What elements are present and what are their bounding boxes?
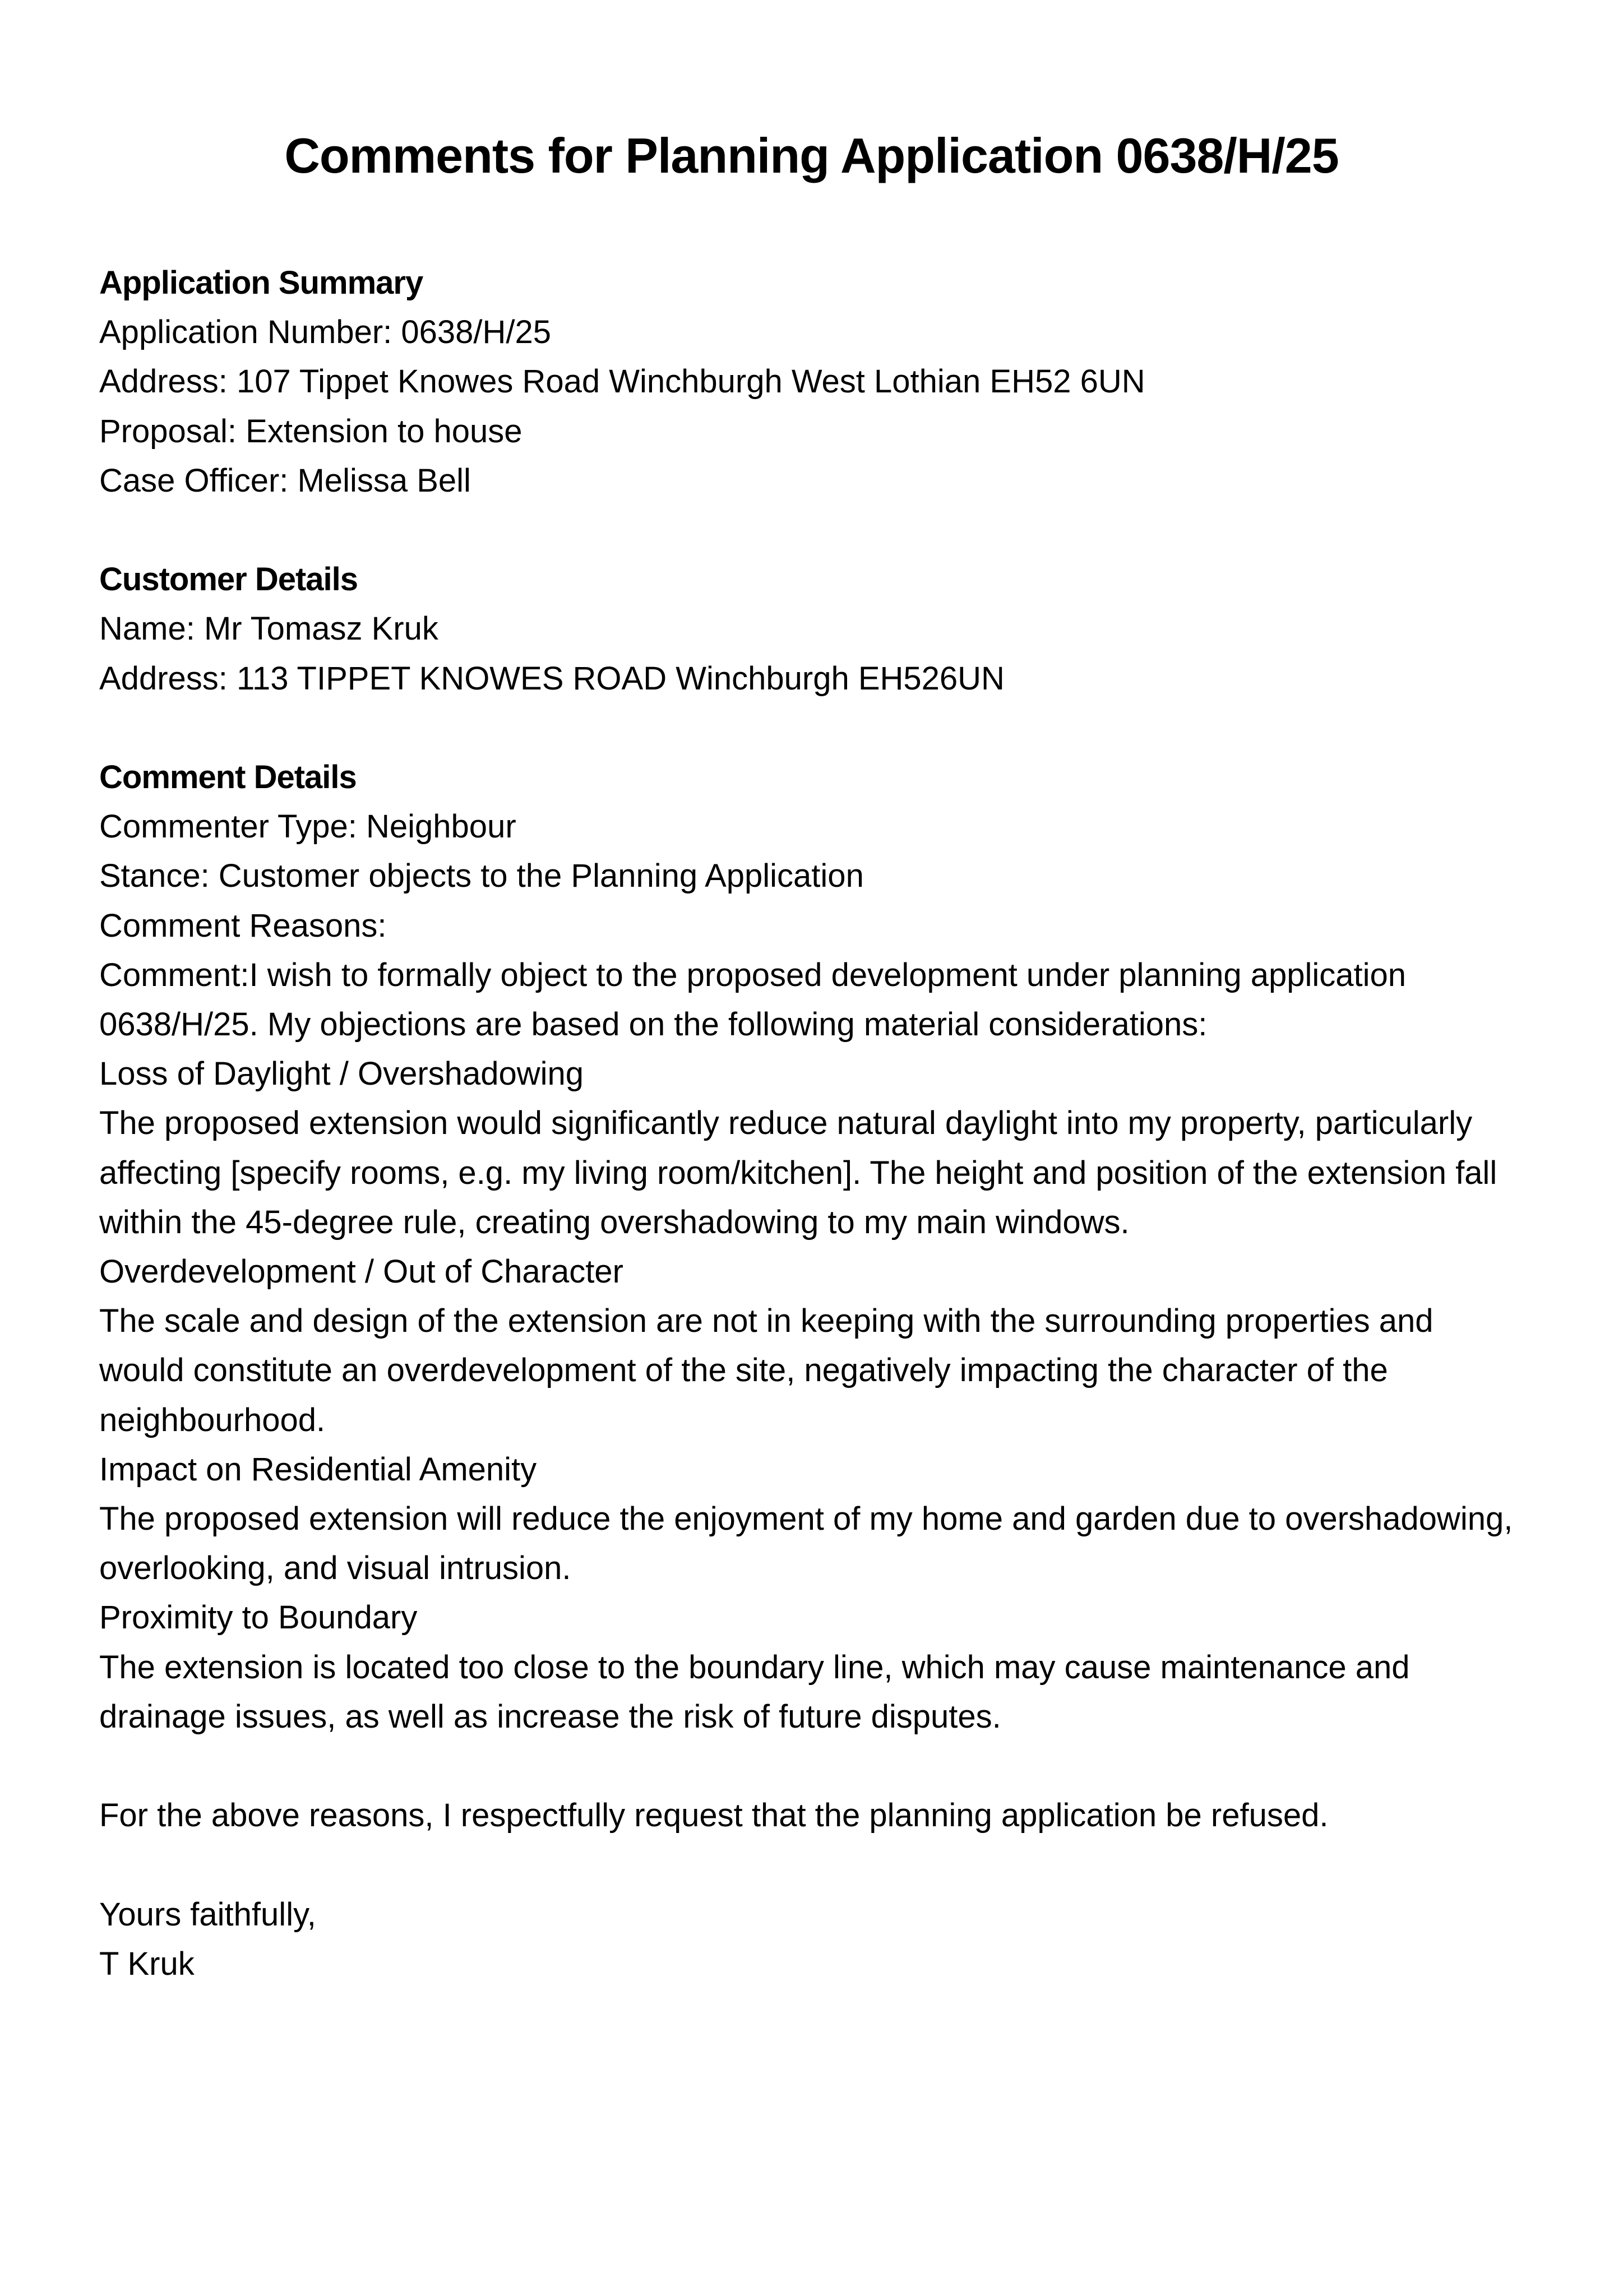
comment-text-line: The proposed extension would significantly reduce natural daylight into my property, particularly bbox=[99, 1105, 1473, 1142]
application-summary-heading: Application Summary bbox=[99, 265, 423, 301]
case-officer: Case Officer: Melissa Bell bbox=[99, 462, 471, 499]
application-proposal: Proposal: Extension to house bbox=[99, 413, 522, 450]
customer-name: Name: Mr Tomasz Kruk bbox=[99, 610, 438, 647]
objection-heading-amenity: Impact on Residential Amenity bbox=[99, 1451, 537, 1488]
closing-request: For the above reasons, I respectfully request that the planning application be refused. bbox=[99, 1797, 1329, 1834]
comment-text-line: would constitute an overdevelopment of the site, negatively impacting the character of the bbox=[99, 1352, 1388, 1389]
objection-heading-boundary: Proximity to Boundary bbox=[99, 1599, 418, 1636]
comment-text-line: Comment:I wish to formally object to the proposed development under planning application bbox=[99, 956, 1407, 993]
comment-text-line: The scale and design of the extension are not in keeping with the surrounding properties and bbox=[99, 1303, 1434, 1340]
spacer bbox=[99, 1742, 1534, 1791]
comment-text-line: drainage issues, as well as increase the risk of future disputes. bbox=[99, 1698, 1001, 1735]
customer-details-heading: Customer Details bbox=[99, 561, 358, 598]
comment-text-line: The extension is located too close to the boundary line, which may cause maintenance and bbox=[99, 1649, 1410, 1686]
comment-text-line: neighbourhood. bbox=[99, 1401, 326, 1438]
signature: T Kruk bbox=[99, 1945, 195, 1982]
customer-address: Address: 113 TIPPET KNOWES ROAD Winchburgh EH526UN bbox=[99, 660, 1005, 697]
document-body bbox=[99, 258, 1534, 1989]
application-address: Address: 107 Tippet Knowes Road Winchburgh West Lothian EH52 6UN bbox=[99, 363, 1145, 400]
application-summary-section bbox=[99, 258, 1534, 506]
spacer bbox=[99, 506, 1534, 555]
objection-heading-daylight: Loss of Daylight / Overshadowing bbox=[99, 1056, 584, 1093]
spacer bbox=[99, 1840, 1534, 1890]
customer-details-section bbox=[99, 555, 1534, 703]
comment-text-line: affecting [specify rooms, e.g. my living room/kitchen]. The height and position of the extension fall bbox=[99, 1154, 1497, 1191]
comment-text-line: 0638/H/25. My objections are based on the following material considerations: bbox=[99, 1006, 1208, 1043]
spacer bbox=[99, 703, 1534, 753]
stance: Stance: Customer objects to the Planning Application bbox=[99, 858, 864, 895]
comment-reasons: Comment Reasons: bbox=[99, 907, 387, 944]
comment-text-line: overlooking, and visual intrusion. bbox=[99, 1550, 571, 1587]
page-title: Comments for Planning Application 0638/H/25 bbox=[284, 128, 1339, 183]
comment-details-section bbox=[99, 753, 1534, 1742]
objection-heading-overdevelopment: Overdevelopment / Out of Character bbox=[99, 1253, 623, 1290]
comment-details-heading: Comment Details bbox=[99, 759, 357, 795]
application-number: Application Number: 0638/H/25 bbox=[99, 314, 552, 351]
commenter-type: Commenter Type: Neighbour bbox=[99, 808, 516, 845]
comment-text-line: The proposed extension will reduce the enjoyment of my home and garden due to overshadowing, bbox=[99, 1501, 1513, 1538]
sign-off: Yours faithfully, bbox=[99, 1896, 316, 1933]
comment-text-line: within the 45-degree rule, creating overshadowing to my main windows. bbox=[99, 1203, 1130, 1240]
